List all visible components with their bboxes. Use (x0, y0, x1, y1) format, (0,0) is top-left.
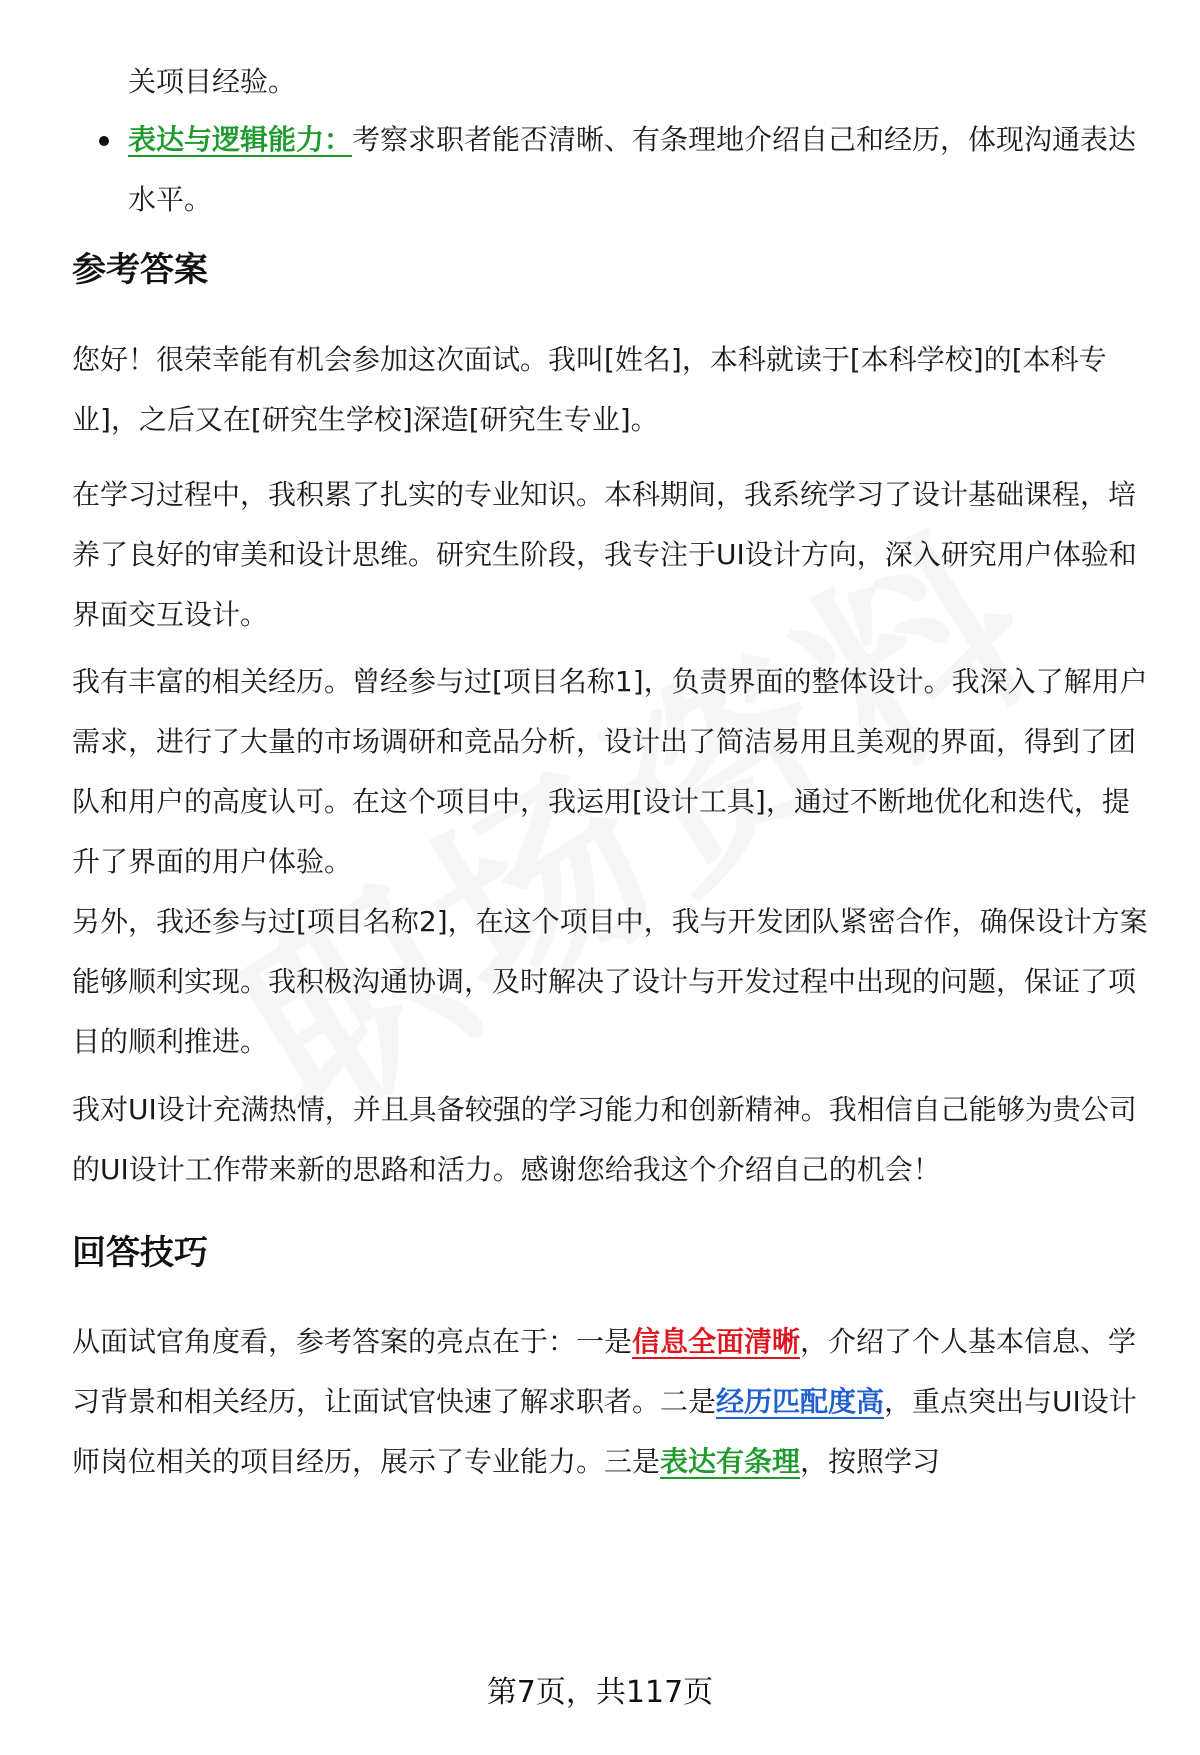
bullet-keyword: 表达与逻辑能力： (128, 123, 353, 156)
paragraph-study: 在学习过程中，我积累了扎实的专业知识。本科期间，我系统学习了设计基础课程，培养了良好的审美和设计思维。研究生阶段，我专注于UI设计方向，深入研究用户体验和界面交互设计。 (72, 478, 1137, 631)
page-number-footer: 第7页，共117页 (486, 1675, 714, 1710)
bullet-icon (99, 136, 109, 146)
tips-keyword-3: 表达有条理 (660, 1445, 801, 1478)
continued-text: 关项目经验。 (128, 65, 297, 98)
paragraph-tips (72, 1312, 1157, 1492)
paragraph-experience: 我有丰富的相关经历。曾经参与过[项目名称1]，负责界面的整体设计。我深入了解用户需求，进行了大量的市场调研和竞品分析，设计出了简洁易用且美观的界面，得到了团队和用户的高度认可。在这个项目中，我运用[设计工具]，通过不断地优化和迭代，提升了界面的用户体验。 (72, 665, 1148, 878)
list-item (128, 110, 1138, 230)
paragraph-project2: 另外，我还参与过[项目名称2]，在这个项目中，我与开发团队紧密合作，确保设计方案能够顺利实现。我积极沟通协调，及时解决了设计与开发过程中出现的问题，保证了项目的顺利推进。 (72, 905, 1148, 1058)
tips-text-1: 从面试官角度看，参考答案的亮点在于：一是 (72, 1325, 633, 1358)
section-heading-reference: 参考答案 (72, 250, 208, 290)
paragraph-intro: 您好！很荣幸能有机会参加这次面试。我叫[姓名]，本科就读于[本科学校]的[本科专业]，之后又在[研究生学校]深造[研究生专业]。 (72, 343, 1107, 436)
tips-keyword-1: 信息全面清晰 (632, 1325, 801, 1358)
tips-keyword-2: 经历匹配度高 (716, 1385, 885, 1418)
bullet-text: 考察求职者能否清晰、有条理地介绍自己和经历，体现沟通表达水平。 (128, 123, 1137, 216)
section-heading-tips: 回答技巧 (72, 1233, 208, 1273)
tips-text-2: ，介绍了个人基本信息、学习背景和相关经历，让面试官快速了解求职者。二是 (72, 1325, 1137, 1418)
tips-text-3: ，重点突出与UI设计师岗位相关的项目经历，展示了专业能力。三是 (72, 1385, 1137, 1478)
tips-text-4: ，按照学习 (800, 1445, 941, 1478)
paragraph-closing: 我对UI设计充满热情，并且具备较强的学习能力和创新精神。我相信自己能够为贵公司的UI设计工作带来新的思路和活力。感谢您给我这个介绍自己的机会！ (72, 1093, 1137, 1186)
